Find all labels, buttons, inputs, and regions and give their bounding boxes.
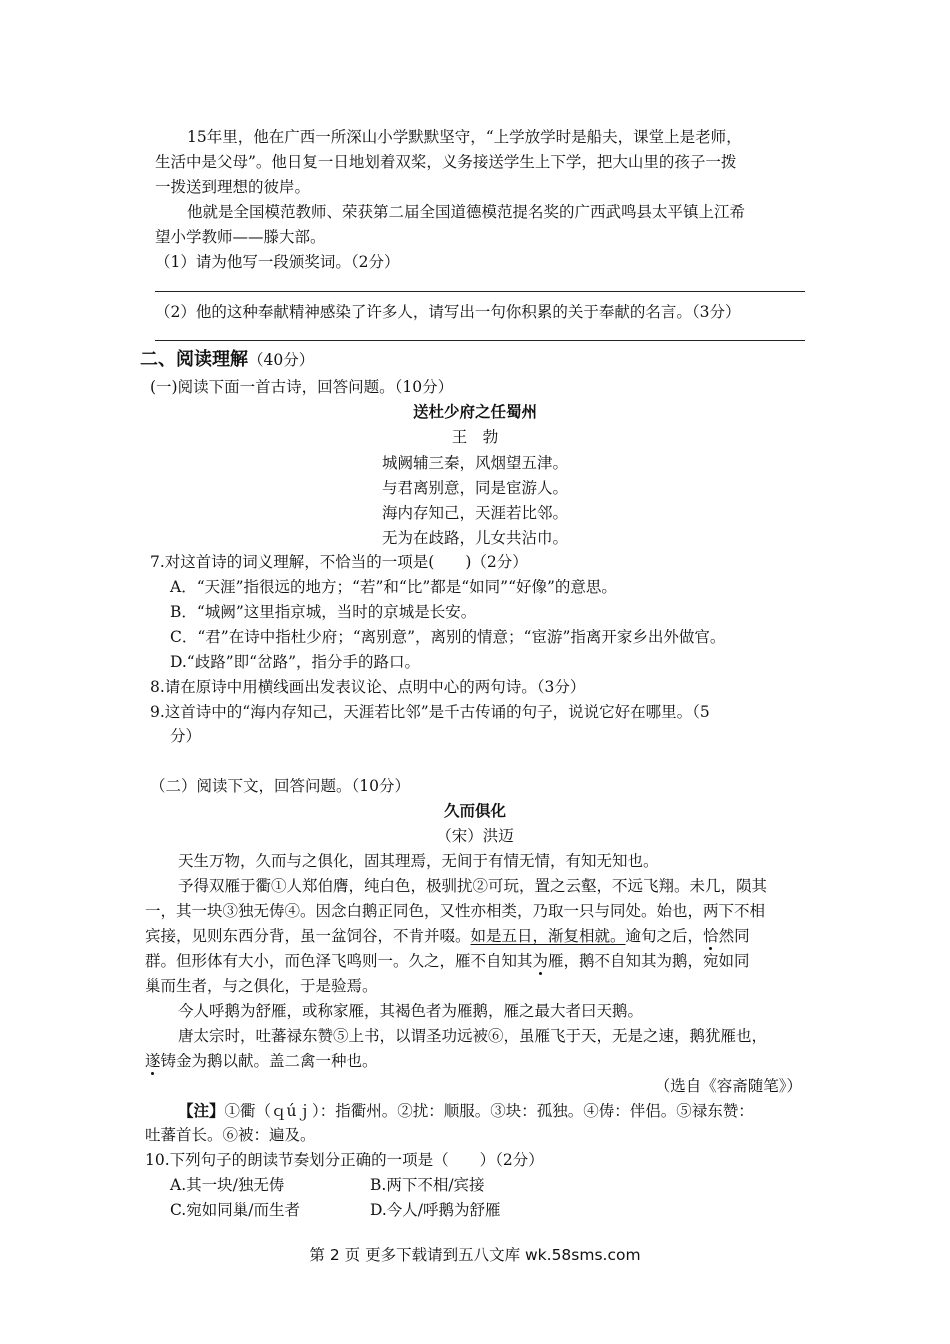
emphasis-dot-character: 为 — [532, 952, 549, 970]
prose-line-9 — [145, 1050, 378, 1072]
prose-line-5 — [145, 950, 750, 972]
question-10: 10.下列句子的朗读节奏划分正确的一项是（ ）（2分） — [145, 1151, 544, 1169]
question-9-line-1: 9.这首诗中的“海内存知己，天涯若比邻”是千古传诵的句子，说说它好在哪里。（5 — [150, 703, 710, 721]
prose-line-8: 唐太宗时，吐蕃禄东赞⑤上书，以谓圣功远被⑥，虽雁飞于天，无是之速，鹅犹雁也， — [178, 1027, 768, 1045]
prose-line-5-part-a: 群。但形体有大小，而色泽飞鸣则一。久之，雁不自知其 — [145, 952, 533, 970]
prose-title: 久而俱化 — [443, 801, 506, 820]
question-1: （1）请为他写一段颁奖词。（2分） — [155, 253, 400, 271]
part-2-instruction: （二）阅读下文，回答问题。（10分） — [150, 777, 410, 795]
emphasis-dot-character: 恰 — [703, 927, 719, 945]
section-2-title: 二、阅读理解 — [140, 349, 248, 370]
q10-option-b: B.两下不相/宾接 — [370, 1176, 485, 1194]
question-7: 7.对这首诗的词义理解，不恰当的一项是( )（2分） — [150, 553, 528, 571]
intro-paragraph-1-line-1: 15年里，他在广西一所深山小学默默坚守，“上学放学时是船夫，课堂上是老师， — [187, 128, 742, 146]
notes-label: 【注】 — [178, 1101, 225, 1120]
notes-line-1 — [178, 1100, 754, 1122]
prose-line-4 — [145, 925, 750, 947]
poem-line-4: 无为在歧路，儿女共沾巾。 — [381, 529, 568, 547]
q7-option-c: C．“君”在诗中指杜少府；“离别意”，离别的情意；“宦游”指离开家乡出外做官。 — [170, 628, 726, 646]
notes-line-2: 吐蕃首长。⑥被：遍及。 — [145, 1126, 316, 1144]
intro-paragraph-1-line-3: 一拨送到理想的彼岸。 — [155, 178, 311, 196]
prose-line-6: 巢而生者，与之俱化，于是验焉。 — [145, 977, 378, 995]
section-2-score: （40分） — [248, 351, 315, 369]
prose-line-4-part-a: 宾接，见则东西分背，虽一盆饲谷，不肯并啜。 — [145, 927, 471, 945]
section-2-heading — [140, 349, 314, 371]
q10-option-a: A.其一块/独无俦 — [170, 1176, 285, 1194]
prose-line-1: 天生万物，久而与之俱化，固其理焉，无间于有情无情，有知无知也。 — [178, 852, 659, 870]
poem-line-1: 城阙辅三秦，风烟望五津。 — [381, 454, 568, 472]
notes-text-1: ①衢（ｑúｊ）：指衢州。②扰：顺服。③块：孤独。④俦：伴侣。⑤禄东赞： — [224, 1102, 754, 1120]
prose-line-7: 今人呼鹅为舒雁，或称家雁，其褐色者为雁鹅，雁之最大者曰天鹅。 — [178, 1002, 644, 1020]
underlined-sentence: 如是五日，渐复相就。 — [470, 927, 626, 945]
question-8: 8.请在原诗中用横线画出发表议论、点明中心的两句诗。（3分） — [150, 678, 586, 696]
q10-option-d: D.今人/呼鹅为舒雁 — [370, 1201, 501, 1219]
prose-line-4-part-c: 然同 — [718, 927, 750, 945]
intro-paragraph-2-line-2: 望小学教师——滕大部。 — [155, 228, 326, 246]
prose-source: （选自《容斋随笔》） — [654, 1077, 802, 1095]
q7-option-d: D.“歧路”即“岔路”，指分手的路口。 — [170, 653, 420, 671]
prose-line-5-part-b: 雁，鹅不自知其为鹅，宛如同 — [548, 952, 750, 970]
page-footer: 第 2 页 更多下载请到五八文库 wk.58sms.com — [309, 1246, 641, 1264]
question-9-line-2: 分） — [170, 727, 202, 745]
part-1-instruction: (一)阅读下面一首古诗，回答问题。（10分） — [150, 378, 454, 396]
question-2: （2）他的这种奉献精神感染了许多人，请写出一句你积累的关于奉献的名言。（3分） — [155, 303, 741, 321]
prose-line-2: 予得双雁于衢①人郑伯膺，纯白色，极驯扰②可玩，置之云壑，不远飞翔。未几，陨其 — [178, 877, 768, 895]
poem-line-2: 与君离别意，同是宦游人。 — [381, 479, 568, 497]
intro-paragraph-1-line-2: 生活中是父母”。他日复一日地划着双桨，义务接送学生上下学，把大山里的孩子一拨 — [155, 153, 737, 171]
intro-paragraph-2-line-1: 他就是全国模范教师、荣获第二届全国道德模范提名奖的广西武鸣县太平镇上江希 — [187, 203, 746, 221]
poem-title: 送杜少府之任蜀州 — [412, 402, 537, 421]
emphasis-dot-character: 遂 — [145, 1052, 161, 1070]
poem-line-3: 海内存知己，天涯若比邻。 — [381, 504, 568, 522]
poem-author: 王 勃 — [451, 428, 499, 446]
prose-line-4-part-b: 逾旬之后， — [625, 927, 704, 945]
prose-line-9-rest: 铸金为鹅以献。盖二禽一种也。 — [160, 1052, 378, 1070]
q7-option-b: B．“城阙”这里指京城，当时的京城是长安。 — [170, 603, 477, 621]
answer-line-1[interactable] — [155, 291, 805, 292]
prose-line-3: 一，其一块③独无俦④。因念白鹅正同色，又性亦相类，乃取一只与同处。始也，两下不相 — [145, 902, 766, 920]
q10-option-c: C.宛如同巢/而生者 — [170, 1201, 300, 1219]
q7-option-a: A．“天涯”指很远的地方；“若”和“比”都是“如同”“好像”的意思。 — [170, 578, 617, 596]
prose-author: （宋）洪迈 — [436, 827, 514, 845]
answer-line-2[interactable] — [155, 340, 805, 341]
